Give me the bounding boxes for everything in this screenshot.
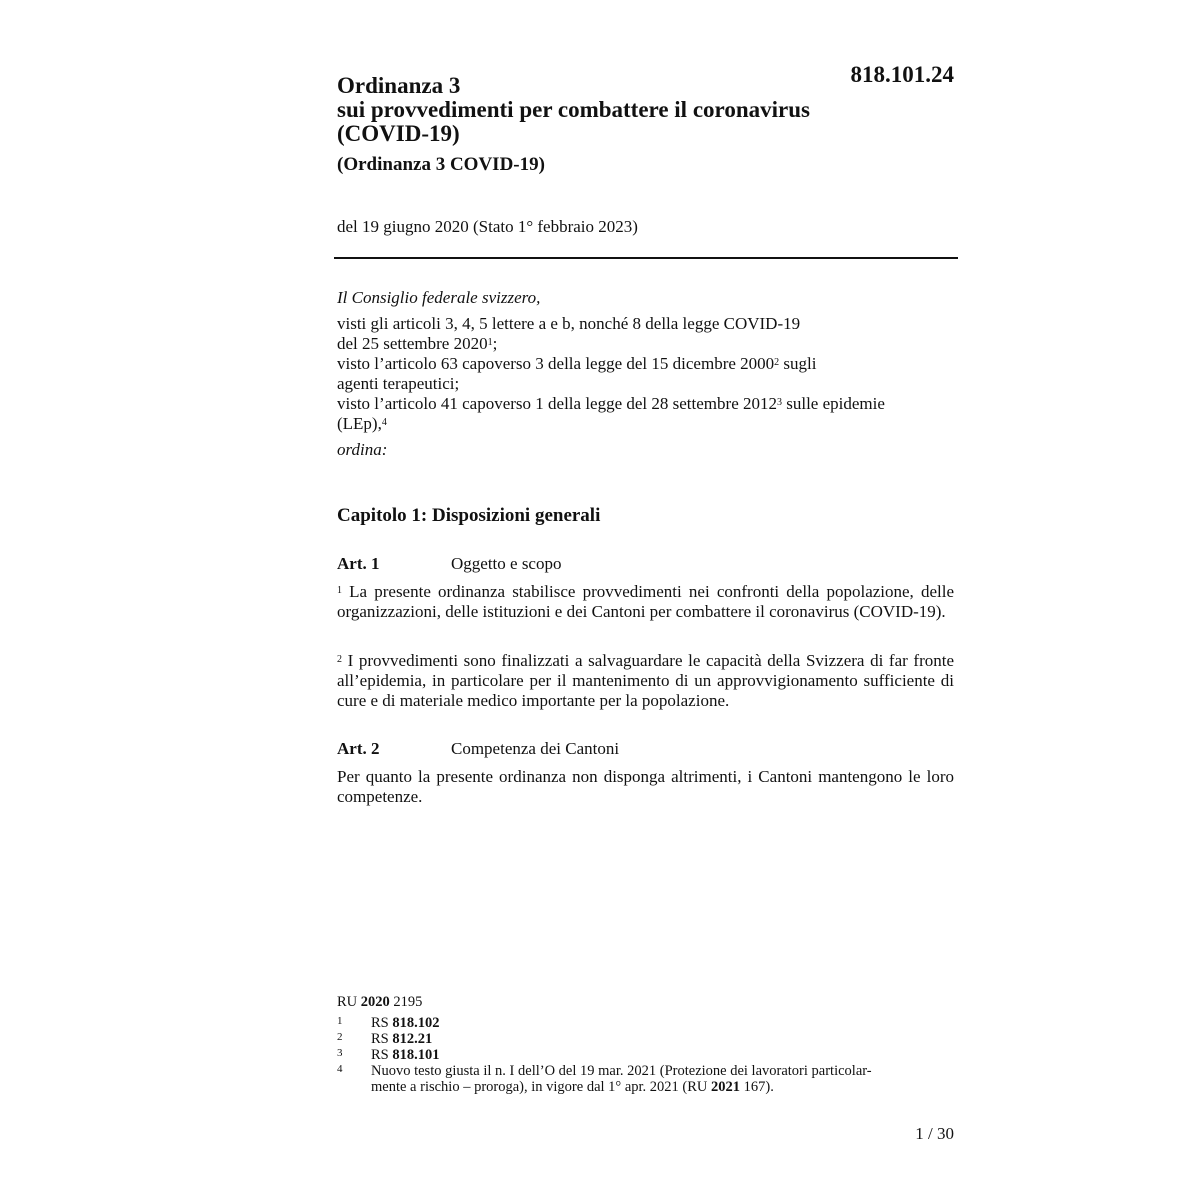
footnotes (337, 994, 954, 1095)
footnote-ref-3[interactable]: 3 (776, 397, 782, 408)
footnote-3-link[interactable]: 818.101 (392, 1047, 440, 1063)
document-title (337, 74, 857, 146)
footnote-2-link[interactable]: 812.21 (392, 1031, 433, 1047)
article-2-number: Art. 2 (337, 739, 380, 758)
article-1-number: Art. 1 (337, 554, 380, 573)
footnote-3: 3 RS 818.101 (337, 1047, 440, 1063)
footnote-4: 4 Nuovo testo giusta il n. I dell’O del 19 mar. 2021 (Protezione dei lavoratori particolar- mente a rischio – proroga), in vigore dal 1° apr. 2021 (RU 2021 167). (337, 1063, 872, 1095)
footnote-1-link[interactable]: 818.102 (392, 1015, 440, 1031)
title-line-2: sui provvedimenti per combattere il coronavirus (337, 97, 810, 122)
document-number: 818.101.24 (850, 62, 954, 87)
title-line-3: (COVID-19) (337, 121, 460, 146)
footnote-2: 2 RS 812.21 (337, 1031, 433, 1047)
preamble (337, 288, 954, 460)
preamble-clause-2: visto l’articolo 63 capoverso 3 della legge del 15 dicembre 2000$^2$ sugli agenti terapeutici; (337, 354, 817, 393)
header-divider (334, 257, 958, 259)
footnote-ref-4[interactable]: 4 (381, 417, 387, 428)
article-1-heading (337, 554, 561, 574)
article-1-paragraph-1: $^1$ La presente ordinanza stabilisce provvedimenti nei confronti della popolazione, delle organizzazioni, delle istituzioni e dei Cantoni per combattere il coronavirus (COVID-19). (337, 582, 954, 621)
document-short-title: (Ordinanza 3 COVID-19) (337, 154, 545, 175)
chapter-1-heading: Capitolo 1: Disposizioni generali (337, 505, 601, 526)
title-line-1: Ordinanza 3 (337, 73, 461, 98)
footnote-1: 1 RS 818.102 (337, 1015, 440, 1031)
preamble-clause-3: visto l’articolo 41 capoverso 1 della legge del 28 settembre 2012$^3$ sulle epidemie (LEp),$^4$ (337, 394, 885, 433)
preamble-authority: Il Consiglio federale svizzero, (337, 288, 541, 307)
footnote-ref-1[interactable]: 1 (487, 337, 493, 348)
article-1-title: Oggetto e scopo (451, 554, 562, 573)
footnote-ref-2[interactable]: 2 (774, 357, 780, 368)
ru-reference: RU 2020 2195 (337, 994, 423, 1010)
article-2-title: Competenza dei Cantoni (451, 739, 620, 758)
preamble-clause-1: visti gli articoli 3, 4, 5 lettere a e b, nonché 8 della legge COVID-19 del 25 settembre 2020$^1$; (337, 314, 801, 353)
article-1-paragraph-2: $^2$ I provvedimenti sono finalizzati a salvaguardare le capacità della Svizzera di far fronte all’epidemia, in particolare per il mantenimento di un approvvigionamento sufficiente di cure e di materiale medico importante per la popolazione. (337, 651, 954, 710)
article-2-heading (337, 739, 619, 759)
document-date: del 19 giugno 2020 (Stato 1° febbraio 2023) (337, 217, 638, 236)
preamble-ordina: ordina: (337, 440, 388, 459)
page-number: 1 / 30 (915, 1124, 954, 1143)
article-2-paragraph: Per quanto la presente ordinanza non disponga altrimenti, i Cantoni mantengono le loro competenze. (337, 767, 954, 806)
